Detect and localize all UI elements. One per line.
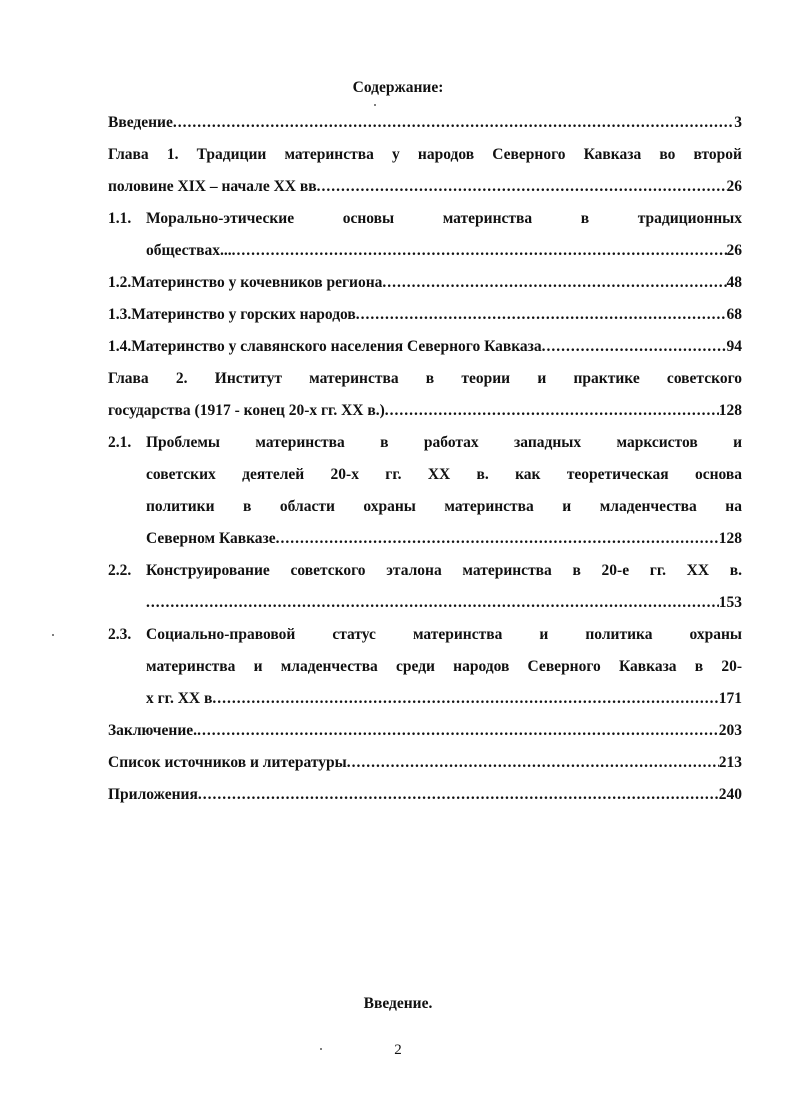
toc-page-number: 240: [718, 786, 742, 803]
toc-entry-label: Введение: [108, 114, 173, 131]
toc-entry-1-2: [108, 271, 742, 295]
toc-entry-label: Материнство у горских народов: [131, 306, 356, 323]
toc-leader-dots: [197, 719, 719, 743]
toc-entry-chapter-1-line-1: Глава 1. Традиции материнства у народов Северного Кавказа во второй: [108, 146, 742, 163]
page-number: 2: [394, 1042, 402, 1058]
toc-section-number: 1.3.: [108, 306, 132, 323]
scan-speck: [374, 104, 376, 106]
toc-entry-chapter-1-line-2: [108, 175, 742, 199]
toc-entry-chapter-2-line-2: [108, 399, 742, 423]
toc-entry-intro: [108, 111, 742, 135]
toc-section-number: 1.1.: [108, 210, 132, 227]
toc-page-number: 128: [718, 402, 742, 419]
toc-entry-1-3: [108, 303, 742, 327]
toc-entry-1-1-line-1: [108, 207, 742, 231]
toc-section-number: 2.2.: [108, 562, 132, 579]
toc-entry-label: Заключение.: [108, 722, 198, 739]
toc-entry-2-2-line-2: [146, 591, 742, 615]
toc-entry-label: государства (1917 - конец 20-х гг. XX в.): [108, 402, 385, 419]
toc-leader-dots: [382, 271, 726, 295]
toc-leader-dots: [212, 687, 718, 711]
toc-entry-label: Проблемы материнства в работах западных марксистов и: [146, 434, 742, 451]
toc-leader-dots: [542, 335, 727, 359]
toc-entry-appendices: [108, 783, 742, 807]
toc-entry-label: Северном Кавказе: [146, 530, 276, 547]
toc-leader-dots: [276, 527, 719, 551]
toc-entry-2-2-line-1: [108, 559, 742, 583]
toc-section-number: 1.2.: [108, 274, 132, 291]
scan-speck: [320, 1048, 322, 1050]
toc-page-number: 94: [726, 338, 742, 355]
toc-entry-label: Приложения: [108, 786, 198, 803]
toc-entry-label: Материнство у кочевников региона: [131, 274, 383, 291]
toc-entry-label: обществах...: [146, 242, 232, 259]
toc-entry-label: Социально-правовой статус материнства и политика охраны: [146, 626, 742, 643]
introduction-heading: Введение.: [363, 995, 433, 1012]
toc-entry-sources: [108, 751, 742, 775]
toc-leader-dots: [232, 239, 727, 263]
toc-page-number: 153: [718, 594, 742, 611]
toc-leader-dots: [173, 111, 734, 135]
toc-page-number: 203: [718, 722, 742, 739]
toc-entry-chapter-2-line-1: Глава 2. Институт материнства в теории и практике советского: [108, 370, 742, 387]
toc-entry-label: Конструирование советского эталона материнства в 20-е гг. XX в.: [146, 562, 742, 579]
toc-entry-label: половине XIX – начале XX вв: [108, 178, 317, 195]
toc-section-number: 1.4.: [108, 338, 132, 355]
toc-entry-2-1-line-3: политики в области охраны материнства и младенчества на: [146, 498, 742, 515]
toc-entry-1-1-line-2: [146, 239, 742, 263]
toc-section-number: 2.3.: [108, 626, 132, 643]
toc-leader-dots: [347, 751, 719, 775]
contents-title: Содержание:: [352, 79, 444, 96]
toc-entry-label: Материнство у славянского населения Северного Кавказа: [131, 338, 542, 355]
toc-entry-2-1-line-2: советских деятелей 20-х гг. XX в. как теоретическая основа: [146, 466, 742, 483]
toc-entry-2-1-line-4: [146, 527, 742, 551]
toc-section-number: 2.1.: [108, 434, 132, 451]
toc-entry-label: Список источников и литературы: [108, 754, 347, 771]
toc-entry-1-4: [108, 335, 742, 359]
toc-page-number: 171: [718, 690, 742, 707]
toc-page-number: 3: [734, 114, 742, 131]
toc-page-number: 68: [726, 306, 742, 323]
toc-page-number: 26: [726, 178, 742, 195]
toc-page-number: 213: [718, 754, 742, 771]
toc-page-number: 26: [726, 242, 742, 259]
toc-leader-dots: [198, 783, 719, 807]
toc-entry-2-1-line-1: [108, 431, 742, 455]
toc-leader-dots: [356, 303, 727, 327]
toc-leader-dots: [146, 591, 719, 615]
toc-entry-2-3-line-2: материнства и младенчества среди народов Северного Кавказа в 20-: [146, 658, 742, 675]
toc-entry-2-3-line-1: [108, 623, 742, 647]
toc-leader-dots: [317, 175, 727, 199]
toc-leader-dots: [385, 399, 719, 423]
toc-entry-2-3-line-3: [146, 687, 742, 711]
toc-page-number: 128: [718, 530, 742, 547]
toc-page-number: 48: [726, 274, 742, 291]
scan-speck: [52, 634, 54, 636]
toc-entry-label: Морально-этические основы материнства в традиционных: [146, 210, 742, 227]
toc-entry-label: х гг. XX в: [146, 690, 213, 707]
toc-entry-conclusion: [108, 719, 742, 743]
